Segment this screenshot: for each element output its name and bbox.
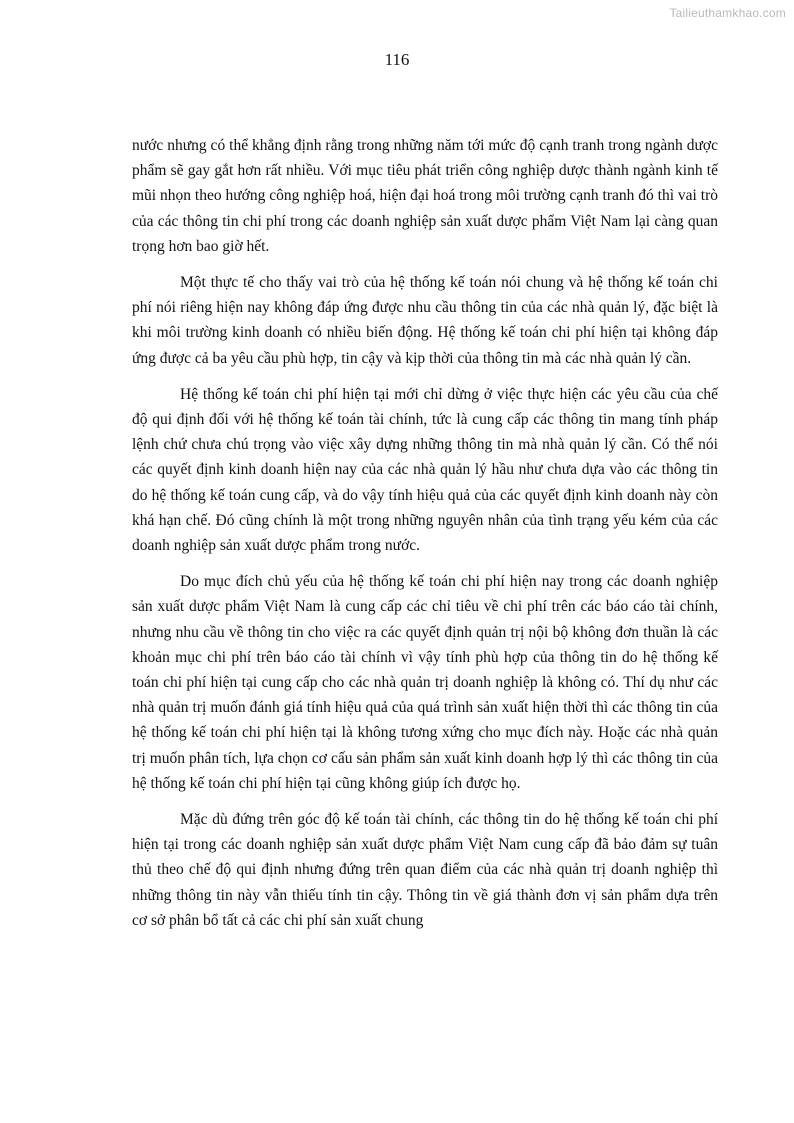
paragraph-5: Mặc dù đứng trên góc độ kế toán tài chính, các thông tin do hệ thống kế toán chi phí hiện tại trong các doanh nghiệp sản xuất dược phẩm Việt Nam cung cấp đã bảo đảm sự tuân thủ theo chế độ qui định nhưng đứng trên quan điểm của các nhà quản trị doanh nghiệp thì những thông tin này vẫn thiếu tính tin cậy. Thông tin về giá thành đơn vị sản phẩm dựa trên cơ sở phân bổ tất cả các chi phí sản xuất chung <box>132 811 718 929</box>
paragraph-4: Do mục đích chủ yếu của hệ thống kế toán chi phí hiện nay trong các doanh nghiệp sản xuất dược phẩm Việt Nam là cung cấp các chỉ tiêu về chi phí trên các báo cáo tài chính, nhưng nhu cầu về thông tin cho việc ra các quyết định quản trị nội bộ không đơn thuần là các khoản mục chi phí trên báo cáo tài chính vì vậy tính phù hợp của thông tin do hệ thống kế toán chi phí hiện tại cung cấp cho các nhà quản trị doanh nghiệp là không có. Thí dụ như các nhà quản trị muốn đánh giá tính hiệu quả của quá trình sản xuất hiện thời thì các thông tin của hệ thống kế toán chi phí hiện tại là không tương xứng cho mục đích này. Hoặc các nhà quản trị muốn phân tích, lựa chọn cơ cấu sản phẩm sản xuất kinh doanh hợp lý thì các thông tin của hệ thống kế toán chi phí hiện tại cũng không giúp ích được họ. <box>132 573 718 792</box>
paragraph-1: nước nhưng có thể khẳng định rằng trong những năm tới mức độ cạnh tranh trong ngành dược phẩm sẽ gay gắt hơn rất nhiều. Với mục tiêu phát triển công nghiệp dược thành ngành kinh tế mũi nhọn theo hướng công nghiệp hoá, hiện đại hoá trong môi trường cạnh tranh đó thì vai trò của các thông tin chi phí trong các doanh nghiệp sản xuất dược phẩm Việt Nam lại càng quan trọng hơn bao giờ hết. <box>132 137 718 255</box>
watermark: Tailieuthamkhao.com <box>669 6 786 20</box>
paragraph-2: Một thực tế cho thấy vai trò của hệ thống kế toán nói chung và hệ thống kế toán chi phí nói riêng hiện nay không đáp ứng được nhu cầu thông tin của các nhà quản lý, đặc biệt là khi môi trường kinh doanh có nhiều biến động. Hệ thống kế toán chi phí hiện tại không đáp ứng được cả ba yêu cầu phù hợp, tin cậy và kịp thời của thông tin mà các nhà quản lý cần. <box>132 274 718 367</box>
paragraph-3: Hệ thống kế toán chi phí hiện tại mới chỉ dừng ở việc thực hiện các yêu cầu của chế độ qui định đối với hệ thống kế toán tài chính, tức là cung cấp các thông tin mang tính pháp lệnh chứ chưa chú trọng vào việc xây dựng những thông tin mà nhà quản lý cần. Có thể nói các quyết định kinh doanh hiện nay của các nhà quản lý hầu như chưa dựa vào các thông tin do hệ thống kế toán cung cấp, và do vậy tính hiệu quả của các quyết định kinh doanh này còn khá hạn chế. Đó cũng chính là một trong những nguyên nhân của tình trạng yếu kém của các doanh nghiệp sản xuất dược phẩm trong nước. <box>132 385 718 555</box>
page-number: 116 <box>384 50 410 69</box>
document-body <box>132 133 718 944</box>
